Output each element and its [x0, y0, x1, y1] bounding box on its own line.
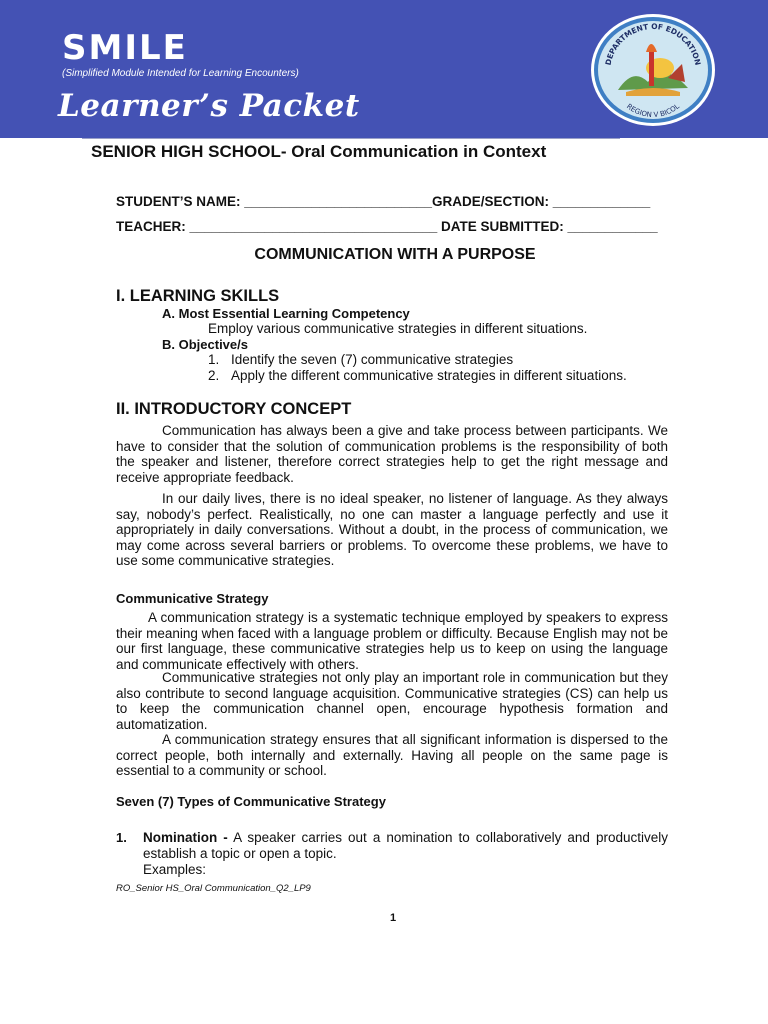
objective-number: 1.: [208, 352, 220, 367]
section-introductory-concept: II. INTRODUCTORY CONCEPT: [116, 400, 352, 418]
types-heading: Seven (7) Types of Communicative Strategy: [116, 794, 386, 809]
page-number: 1: [390, 912, 397, 924]
deped-seal-logo: [588, 12, 718, 128]
course-title: SENIOR HIGH SCHOOL- Oral Communication in Context: [91, 142, 547, 161]
objective-text: Apply the different communicative strategies in different situations.: [231, 368, 627, 383]
intro-paragraph: Communication has always been a give and take process between participants. We have to consider that the solution of communication problems is the responsibility of both the speaker and listener, therefore correct strategies help to get the right message and receive appropriate feedback.: [116, 423, 668, 485]
brand-title: SMILE: [62, 28, 188, 68]
nomination-label: Nomination -: [143, 830, 228, 845]
communicative-strategy-heading: Communicative Strategy: [116, 591, 269, 606]
teacher-info-line: TEACHER: _________________________________ DATE SUBMITTED: ____________: [116, 219, 658, 234]
brand-subtitle: (Simplified Module Intended for Learning Encounters): [62, 68, 299, 79]
section-learning-skills: I. LEARNING SKILLS: [116, 287, 280, 305]
objective-number: 2.: [208, 368, 220, 383]
seal-bottom-text: REGION V BICOL: [625, 102, 681, 120]
strategy-paragraph: A communication strategy ensures that all significant information is dispersed to the correct people, both internally and externally. Having all people on the same page is essential to a community or school.: [116, 732, 668, 778]
student-info-line: STUDENT’S NAME: _________________________GRADE/SECTION: _____________: [116, 194, 651, 209]
competency-label: A. Most Essential Learning Competency: [162, 306, 410, 321]
objective-text: Identify the seven (7) communicative strategies: [231, 352, 514, 367]
nomination-item: [143, 830, 668, 861]
strategy-paragraph: A communication strategy is a systematic technique employed by speakers to express their meaning when faced with a language problem or difficulty. Because English may not be our first language, these communicative strategies help us to keep on using the language and communicate effectively with others.: [116, 610, 668, 672]
seal-top-text: DEPARTMENT OF EDUCATION: [603, 21, 703, 67]
examples-label: Examples:: [143, 862, 207, 877]
objectives-label: B. Objective/s: [162, 337, 248, 352]
competency-text: Employ various communicative strategies in different situations.: [208, 321, 588, 336]
list-number: 1.: [116, 830, 127, 845]
lesson-title: COMMUNICATION WITH A PURPOSE: [254, 246, 536, 263]
document-footer: RO_Senior HS_Oral Communication_Q2_LP9: [116, 883, 311, 894]
header-divider: [82, 138, 620, 139]
intro-paragraph: In our daily lives, there is no ideal speaker, no listener of language. As they always say, nobody’s perfect. Realistically, no one can master a language perfectly and use it appropriately in daily conversations. Without a doubt, in the process of communication, we may come across several barriers or problems. To overcome these problems, we have to use some communicative strategies.: [116, 491, 668, 568]
strategy-paragraph: Communicative strategies not only play an important role in communication but they also contribute to second language acquisition. Communicative strategies (CS) can help us to keep the communication channel open, encourage hypothesis formation and automatization.: [116, 670, 668, 732]
packet-title: Learner’s Packet: [58, 88, 360, 124]
nomination-text: A speaker carries out a nomination to collaboratively and productively establish a topic or open a topic.: [143, 830, 668, 861]
